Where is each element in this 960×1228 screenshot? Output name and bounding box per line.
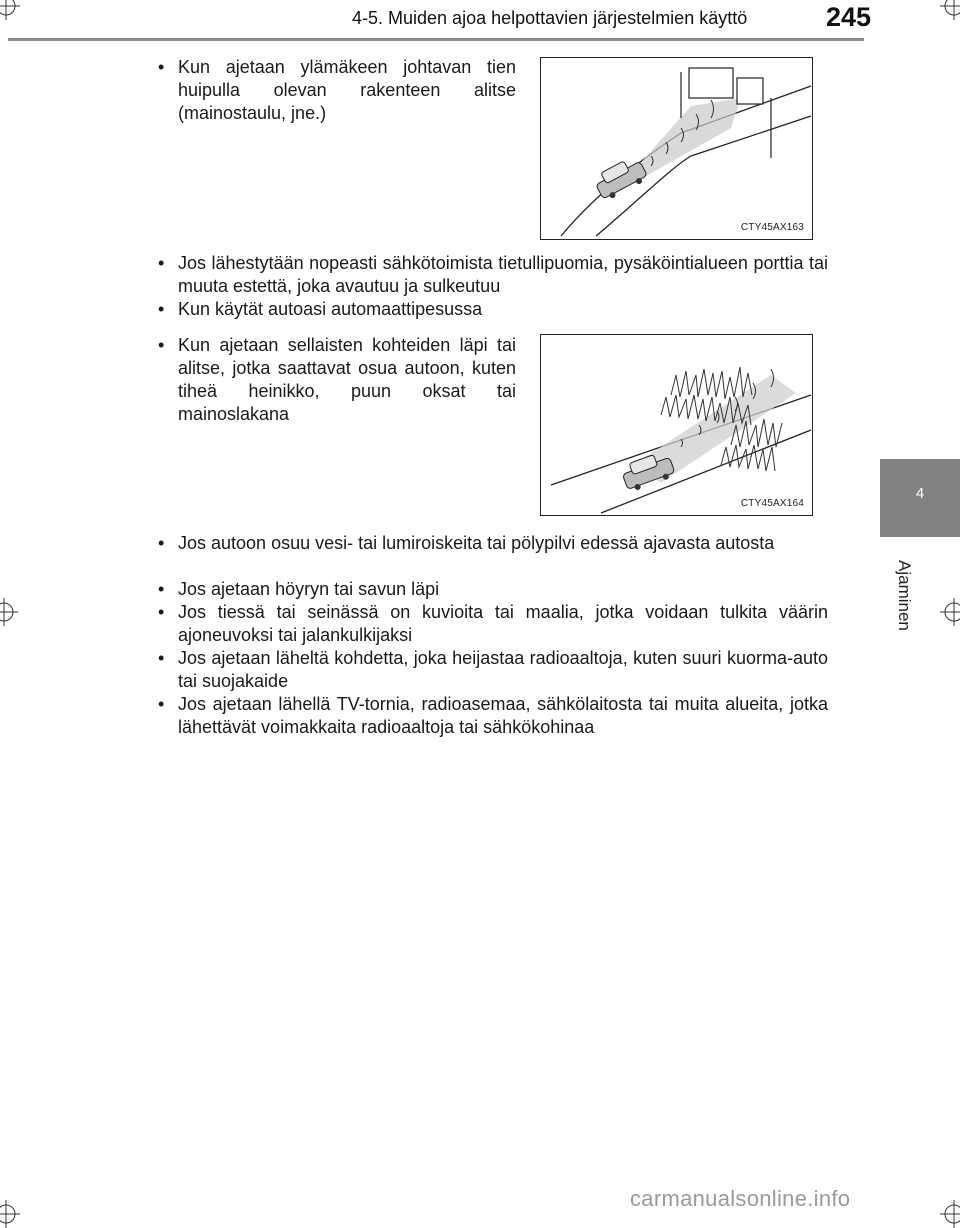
watermark: carmanualsonline.info bbox=[630, 1186, 851, 1211]
list-item bbox=[158, 56, 516, 125]
bullet-symbol: • bbox=[158, 57, 165, 77]
list-item bbox=[158, 601, 828, 647]
list-item bbox=[158, 298, 828, 321]
page-number: 245 bbox=[826, 2, 872, 32]
list-item bbox=[158, 532, 828, 555]
list-item bbox=[158, 334, 516, 426]
crop-mark-top-right bbox=[940, 0, 960, 20]
overhead-sign-illustration bbox=[541, 58, 813, 240]
figure-overhead-sign bbox=[540, 57, 813, 240]
list-item-text: Jos ajetaan lähellä TV-tornia, radioasemaa, sähkölaitosta tai muita alueita, jotka lähettävät voimakkaita radioaaltoja tai sähkökohinaa bbox=[178, 694, 828, 737]
bullet-symbol: • bbox=[158, 335, 165, 355]
crop-mark-top-left bbox=[0, 0, 20, 20]
bullet-symbol: • bbox=[158, 533, 165, 553]
chapter-tab bbox=[880, 459, 960, 537]
list-item-text: Kun ajetaan ylämäkeen johtavan tien huipulla olevan rakenteen alitse (mainostaulu, jne.) bbox=[178, 57, 516, 123]
bullet-symbol: • bbox=[158, 694, 165, 714]
chapter-label-container bbox=[880, 560, 914, 660]
crop-mark-mid-right bbox=[940, 598, 960, 626]
chapter-label: Ajaminen bbox=[895, 560, 914, 631]
list-item-text: Jos ajetaan höyryn tai savun läpi bbox=[178, 579, 440, 599]
bullet-symbol: • bbox=[158, 299, 165, 319]
header-divider bbox=[8, 38, 864, 41]
bullet-symbol: • bbox=[158, 579, 165, 599]
section-title: 4-5. Muiden ajoa helpottavien järjestelmien käyttö bbox=[352, 8, 748, 28]
list-item bbox=[158, 693, 828, 739]
bullet-symbol: • bbox=[158, 253, 165, 273]
list-item-text: Jos tiessä tai seinässä on kuvioita tai maalia, jotka voidaan tulkita väärin ajoneuvoksi tai jalankulkijaksi bbox=[178, 602, 828, 645]
figure-code: CTY45AX163 bbox=[740, 222, 804, 233]
bullet-symbol: • bbox=[158, 602, 165, 622]
chapter-number: 4 bbox=[915, 485, 925, 502]
figure-code: CTY45AX164 bbox=[740, 498, 804, 509]
figure-dense-vegetation bbox=[540, 334, 813, 516]
vegetation-illustration bbox=[541, 335, 813, 516]
list-item bbox=[158, 252, 828, 298]
list-item bbox=[158, 647, 828, 693]
bullet-symbol: • bbox=[158, 648, 165, 668]
list-item bbox=[158, 578, 828, 601]
list-item-text: Kun ajetaan sellaisten kohteiden läpi tai alitse, jotka saattavat osua autoon, kuten tiheä heinikko, puun oksat tai mainoslakana bbox=[178, 335, 516, 424]
list-item-text: Jos ajetaan läheltä kohdetta, joka heijastaa radioaaltoja, kuten suuri kuorma-auto tai suojakaide bbox=[178, 648, 828, 691]
list-item-text: Jos autoon osuu vesi- tai lumiroiskeita tai pölypilvi edessä ajavasta autosta bbox=[178, 533, 775, 553]
list-item-text: Kun käytät autoasi automaattipesussa bbox=[178, 299, 483, 319]
crop-mark-mid-left bbox=[0, 598, 18, 626]
list-item-text: Jos lähestytään nopeasti sähkötoimista tietullipuomia, pysäköintialueen porttia tai muuta estettä, joka avautuu ja sulkeutuu bbox=[178, 253, 828, 296]
